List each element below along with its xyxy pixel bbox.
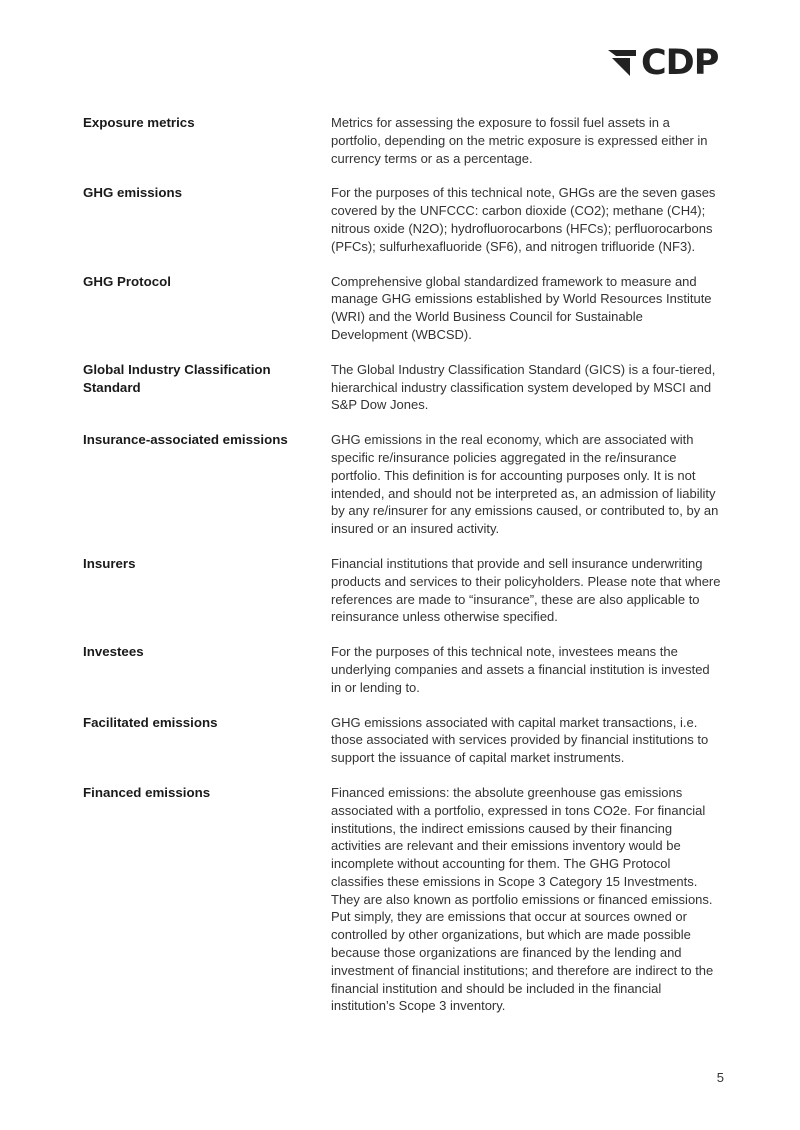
glossary-term: Insurance-associated emissions bbox=[83, 432, 288, 448]
cdp-logo-mark-icon bbox=[608, 48, 638, 78]
glossary-term: Insurers bbox=[83, 555, 136, 571]
glossary-definition: Financial institutions that provide and sell insurance underwriting products and services to their policyholders. Please note that where references are made to “insurance”, these are also applicable to reinsurance unless otherwise specified. bbox=[331, 555, 721, 625]
page-number: 5 bbox=[716, 1070, 724, 1085]
glossary-definition: Financed emissions: the absolute greenhouse gas emissions associated with a portfolio, expressed in tons CO2e. For financial institutions, the indirect emissions caused by their financing activities are relevant and their emissions inventory would be incomplete without accounting for them. The GHG Protocol classifies these emissions in Scope 3 Category 15 Investments. They are also known as portfolio emissions or financed emissions. Put simply, they are emissions that occur at sources owned or controlled by other organizations, but which are made possible because those organizations are financed by the lending and investment of financial institutions; and therefore are indirect to the financial institution and should be included in the financial institution’s Scope 3 inventory. bbox=[331, 784, 714, 1014]
glossary-entry bbox=[83, 361, 723, 414]
glossary-term: Exposure metrics bbox=[83, 115, 195, 130]
glossary-term: Financed emissions bbox=[83, 784, 211, 800]
logo-text: CDP bbox=[641, 43, 719, 83]
glossary-entry bbox=[83, 714, 723, 767]
glossary-definition: Metrics for assessing the exposure to fossil fuel assets in a portfolio, depending on the metric exposure is expressed either in currency terms or as a percentage. bbox=[331, 115, 708, 166]
glossary-entry bbox=[83, 184, 723, 255]
glossary-term: GHG Protocol bbox=[83, 273, 171, 289]
glossary-definition: For the purposes of this technical note, investees means the underlying companies and assets a financial institution is invested in or lending to. bbox=[331, 644, 710, 695]
glossary-entry bbox=[83, 431, 723, 538]
glossary-list bbox=[83, 114, 723, 1032]
glossary-entry bbox=[83, 784, 723, 1015]
glossary-term: Facilitated emissions bbox=[83, 714, 218, 730]
glossary-term: Global Industry Classification Standard bbox=[83, 361, 271, 395]
glossary-definition: The Global Industry Classification Standard (GICS) is a four-tiered, hierarchical industry classification system developed by MSCI and S&P Dow Jones. bbox=[331, 361, 716, 413]
glossary-definition: GHG emissions in the real economy, which are associated with specific re/insurance policies aggregated in the re/insurance portfolio. This definition is for accounting purposes only. It is not intended, and should not be interpreted as, an admission of liability by any re/insurer for any emissions caused, or contributed to, by an insured or an insured activity. bbox=[331, 432, 719, 537]
cdp-logo bbox=[608, 43, 719, 83]
glossary-entry bbox=[83, 114, 723, 167]
glossary-entry bbox=[83, 273, 723, 344]
glossary-term: GHG emissions bbox=[83, 185, 183, 201]
glossary-definition: For the purposes of this technical note, GHGs are the seven gases covered by the UNFCCC: carbon dioxide (CO2); methane (CH4); nitrous oxide (N2O); hydrofluorocarbons (HFCs); perfluorocarbons (PFCs); sulfurhexafluoride (SF6), and nitrogen trifluoride (NF3). bbox=[331, 185, 716, 254]
glossary-entry bbox=[83, 643, 723, 696]
glossary-entry bbox=[83, 555, 723, 626]
glossary-definition: Comprehensive global standardized framework to measure and manage GHG emissions established by World Resources Institute (WRI) and the World Business Council for Sustainable Development (WBCSD). bbox=[331, 273, 712, 342]
glossary-term: Investees bbox=[83, 644, 144, 660]
glossary-definition: GHG emissions associated with capital market transactions, i.e. those associated with services provided by financial institutions to support the issuance of capital market instruments. bbox=[331, 714, 709, 766]
